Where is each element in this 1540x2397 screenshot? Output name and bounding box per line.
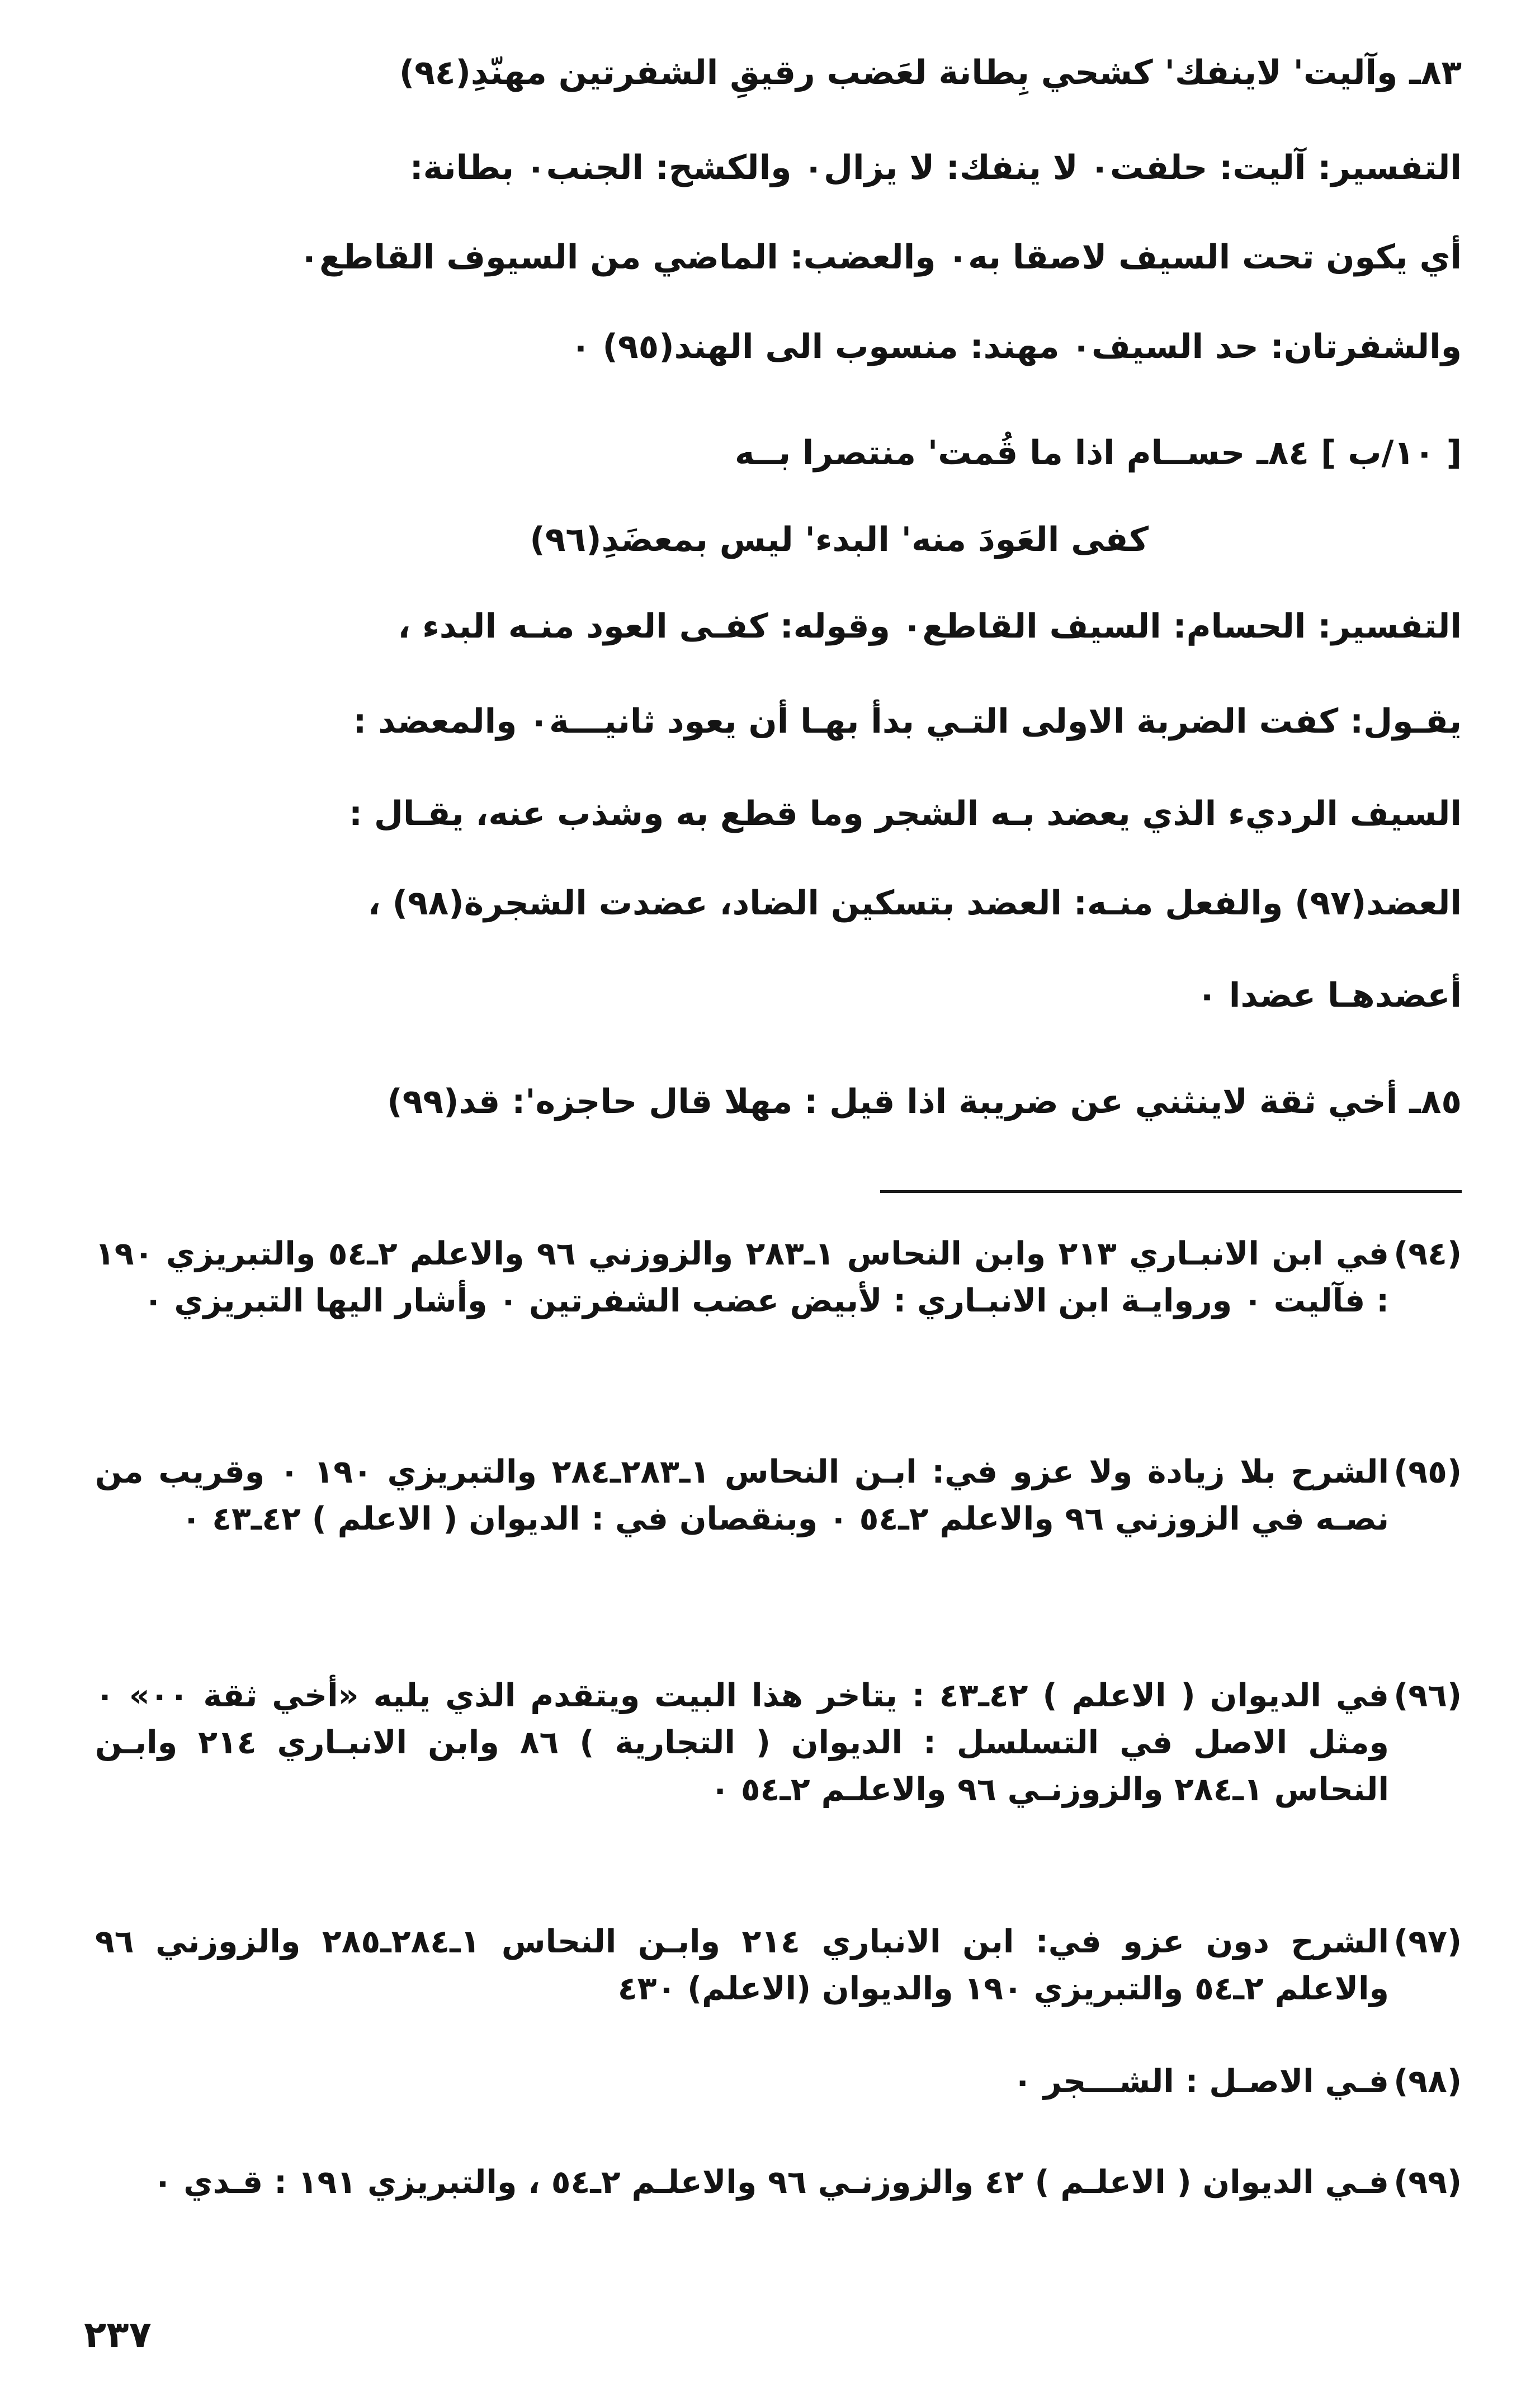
commentary-line: التفسير: الحسام: السيف القاطع٠ وقوله: كفـى العود منـه البدء ،: [398, 607, 1462, 646]
footnote-number: (٩٥): [1393, 1454, 1462, 1490]
footnote-text: في ابن الانبـاري ٢١٣ وابن النحاس ١ـ٢٨٣ والزوزني ٩٦ والاعلم ٢ـ٥٤ والتبريزي ١٩٠ : فآليت ٠ وروايـة ابن الانبـاري : لأبيض عضب الشفرتين ٠ وأشار اليها التبريزي ٠: [95, 1235, 1389, 1319]
commentary-line: العضد(٩٧) والفعل منـه: العضد بتسكين الضاد، عضدت الشجرة(٩٨) ،: [367, 884, 1462, 923]
verse-83: ٨٣ـ وآليت' لاينفك' كشحي بِطانة لعَضب رقيقِ الشفرتين مهنّدِ(٩٤): [399, 53, 1462, 92]
verse-85: ٨٥ـ أخي ثقة لاينثني عن ضريبة اذا قيل : مهلا قال حاجزه': قد(٩٩): [387, 1082, 1462, 1121]
commentary-line: السيف الرديء الذي يعضد بـه الشجر وما قطع به وشذب عنه، يقـال :: [348, 794, 1462, 833]
commentary-line: يقـول: كفت الضربة الاولى التـي بدأ بهـا أن يعود ثانيـــة٠ والمعضد :: [353, 702, 1462, 741]
footnote-number: (٩٦): [1393, 1677, 1462, 1714]
footnote-text: فـي الديوان ( الاعلـم ) ٤٢ والزوزنـي ٩٦ والاعلـم ٢ـ٥٤ ، والتبريزي ١٩١ : قـدي ٠: [153, 2164, 1389, 2201]
verse-84-first-hemistich: [ ١٠/ب ] ٨٤ـ حســام اذا ما قُمت' منتصرا بــه: [735, 433, 1462, 473]
footnote-number: (٩٩): [1393, 2164, 1462, 2201]
footnote-text: الشرح دون عزو في: ابن الانباري ٢١٤ وابـن النحاس ١ـ٢٨٤ـ٢٨٥ والزوزني ٩٦ والاعلم ٢ـ٥٤ والتبريزي ١٩٠ والديوان (الاعلم) ٤٣٠: [95, 1923, 1389, 2007]
footnote-text: الشرح بلا زيادة ولا عزو في: ابـن النحاس ١ـ٢٨٣ـ٢٨٤ والتبريزي ١٩٠ ٠ وقريب من نصـه في الزوزني ٩٦ والاعلم ٢ـ٥٤ ٠ وبنقصان في : الديوان ( الاعلم ) ٤٢ـ٤٣ ٠: [95, 1454, 1389, 1537]
page-number: ٢٣٧: [84, 2313, 152, 2356]
footnote-separator: [880, 1190, 1462, 1193]
footnote-number: (٩٨): [1393, 2063, 1462, 2100]
footnote-99: [95, 2159, 1462, 2254]
footnote-94: [95, 1230, 1462, 1376]
commentary-line: أي يكون تحت السيف لاصقا به٠ والعضب: الماضي من السيوف القاطع٠: [299, 238, 1462, 277]
footnote-97: [95, 1918, 1462, 2013]
commentary-line: التفسير: آليت: حلفت٠ لا ينفك: لا يزال٠ والكشح: الجنب٠ بطانة:: [409, 148, 1462, 187]
footnote-96: [95, 1672, 1462, 1868]
footnote-text: في الديوان ( الاعلم ) ٤٢ـ٤٣ : يتاخر هذا البيت ويتقدم الذي يليه «أخي ثقة ٠٠» ٠ ومثل الاصل في التسلسل : الديوان ( التجارية ) ٨٦ وابن الانبـاري ٢١٤ وابـن النحاس ١ـ٢٨٤ والزوزنـي ٩٦ والاعلـم ٢ـ٥٤ ٠: [95, 1677, 1389, 1808]
footnote-98: [95, 2058, 1462, 2108]
footnote-number: (٩٧): [1393, 1923, 1462, 1960]
verse-84-second-hemistich: كفى العَودَ منه' البدء' ليس بمعضَدِ(٩٦): [530, 520, 1149, 559]
footnote-95: [95, 1448, 1462, 1594]
footnote-number: (٩٤): [1393, 1235, 1462, 1272]
footnote-text: فـي الاصـل : الشـــجر ٠: [1013, 2063, 1389, 2100]
commentary-line: والشفرتان: حد السيف٠ مهند: منسوب الى الهند(٩٥) ٠: [570, 327, 1462, 366]
commentary-line: أعضدهـا عضدا ٠: [1197, 976, 1462, 1015]
